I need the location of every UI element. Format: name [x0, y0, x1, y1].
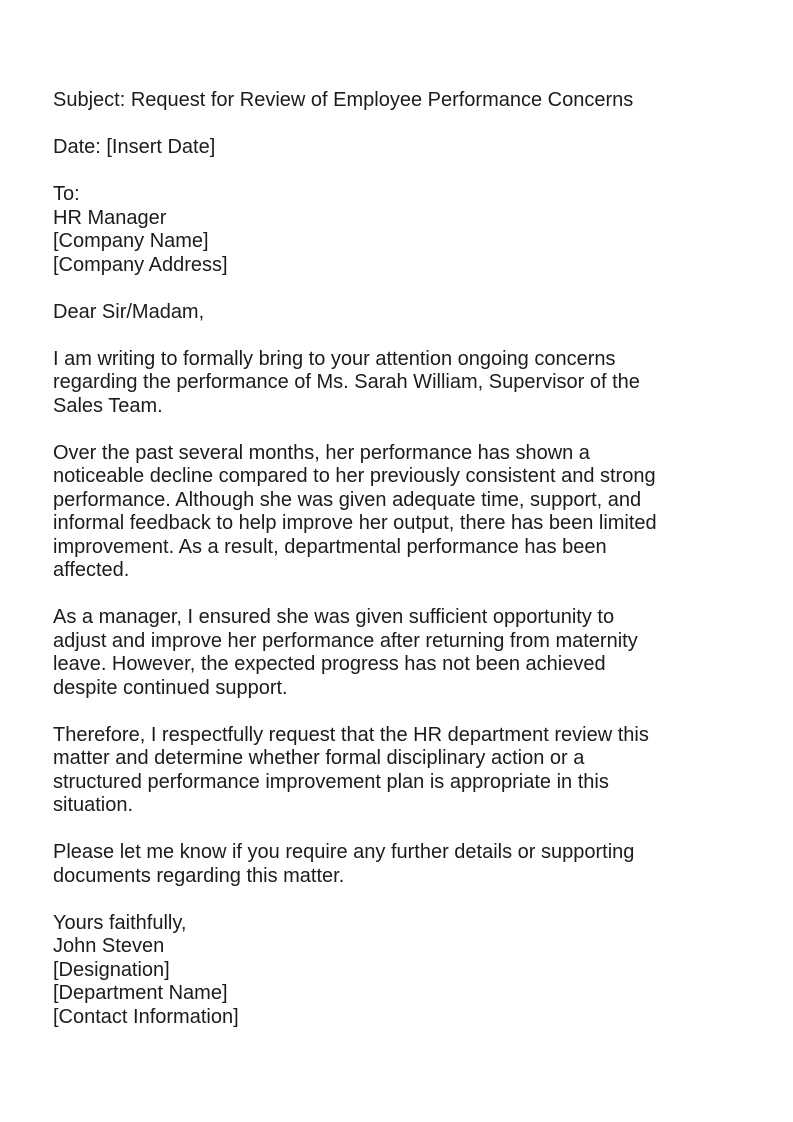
- body-line: I am writing to formally bring to your attention ongoing concerns: [53, 347, 616, 370]
- body-line: structured performance improvement plan is appropriate in this: [53, 770, 609, 793]
- body-line: affected.: [53, 559, 130, 581]
- subject-block: [53, 89, 753, 113]
- valediction: Yours faithfully,: [53, 911, 187, 934]
- body-line: improvement. As a result, departmental performance has been: [53, 535, 607, 558]
- date-line: Date: [Insert Date]: [53, 136, 216, 158]
- body-line: Please let me know if you require any further details or supporting: [53, 841, 635, 863]
- body-paragraph-3: [53, 606, 753, 700]
- body-paragraph-4: [53, 724, 753, 818]
- date-block: [53, 136, 753, 160]
- body-line: As a manager, I ensured she was given sufficient opportunity to: [53, 606, 615, 628]
- body-line: leave. However, the expected progress has not been achieved: [53, 653, 606, 675]
- body-line: matter and determine whether formal disciplinary action or a: [53, 747, 585, 769]
- body-line: situation.: [53, 794, 134, 816]
- salutation: Dear Sir/Madam,: [53, 300, 205, 323]
- letter-page: [53, 89, 753, 1053]
- body-line: documents regarding this matter.: [53, 864, 345, 887]
- body-line: regarding the performance of Ms. Sarah William, Supervisor of the: [53, 371, 640, 393]
- body-line: noticeable decline compared to her previously consistent and strong: [53, 465, 656, 487]
- body-line: Over the past several months, her performance has shown a: [53, 441, 590, 464]
- recipient-company-name: [Company Name]: [53, 230, 209, 252]
- body-line: performance. Although she was given adequate time, support, and: [53, 488, 642, 511]
- recipient-title: HR Manager: [53, 206, 167, 229]
- body-line: Therefore, I respectfully request that the HR department review this: [53, 723, 649, 746]
- closing-block: [53, 912, 753, 1030]
- body-line: Sales Team.: [53, 394, 163, 417]
- body-paragraph-2: [53, 442, 753, 583]
- sender-department: [Department Name]: [53, 982, 228, 1004]
- recipient-to-label: To:: [53, 183, 80, 205]
- sender-designation: [Designation]: [53, 958, 170, 981]
- salutation-block: [53, 301, 753, 325]
- subject-line: Subject: Request for Review of Employee Performance Concerns: [53, 89, 634, 111]
- body-line: despite continued support.: [53, 676, 288, 699]
- body-paragraph-1: [53, 348, 753, 419]
- body-line: informal feedback to help improve her output, there has been limited: [53, 512, 657, 534]
- body-paragraph-5: [53, 841, 753, 888]
- body-line: adjust and improve her performance after returning from maternity: [53, 629, 638, 652]
- recipient-block: [53, 183, 753, 277]
- sender-contact: [Contact Information]: [53, 1005, 239, 1028]
- recipient-company-address: [Company Address]: [53, 253, 228, 276]
- sender-name: John Steven: [53, 935, 165, 957]
